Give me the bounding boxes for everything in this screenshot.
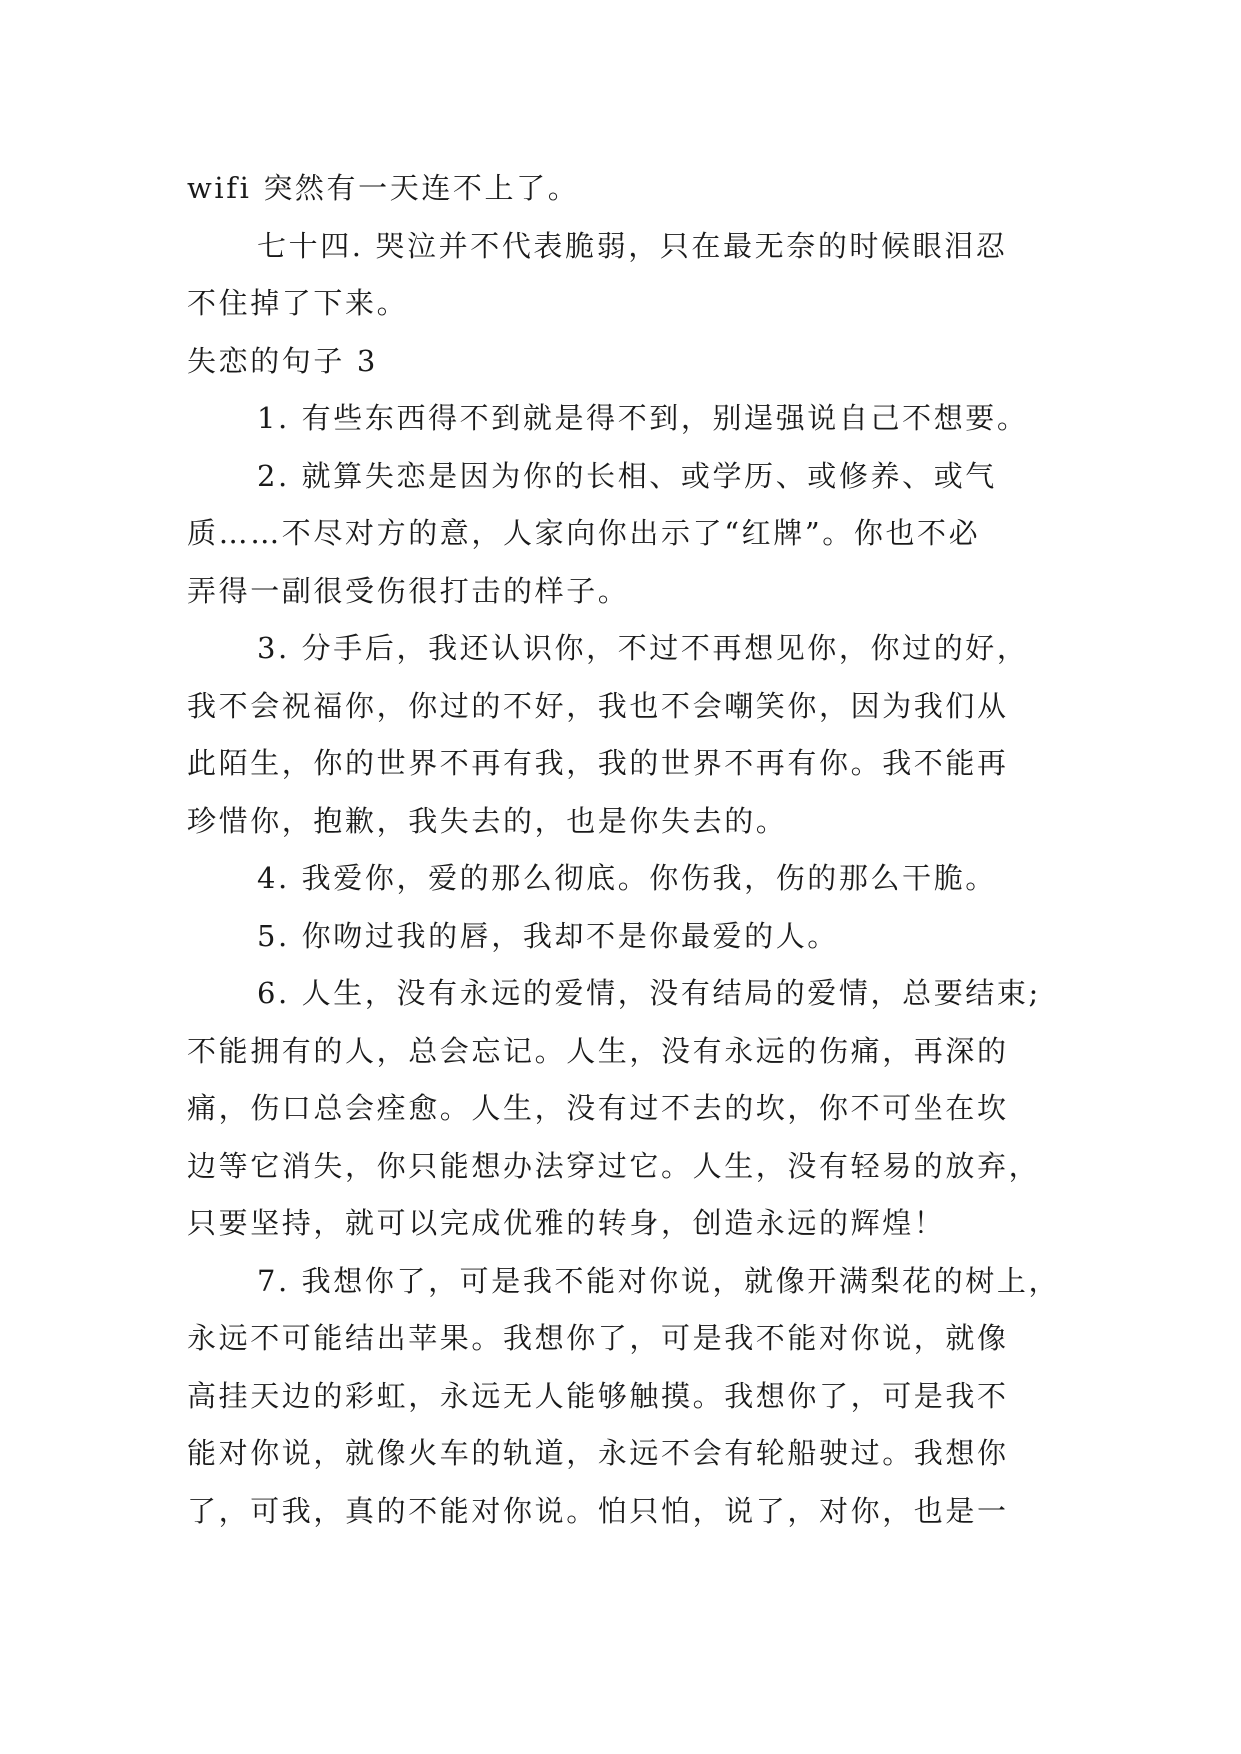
text-line: 4. 我爱你，爱的那么彻底。你伤我，伤的那么干脆。 <box>257 861 997 895</box>
text-line: 不住掉了下来。 <box>187 286 409 320</box>
text-line: 3. 分手后，我还认识你，不过不再想见你，你过的好， <box>257 631 1029 665</box>
text-line: 7. 我想你了，可是我不能对你说，就像开满梨花的树上， <box>257 1263 1061 1298</box>
text-line: 我不会祝福你，你过的不好，我也不会嘲笑你，因为我们从 <box>187 688 1009 723</box>
text-line: 永远不可能结出苹果。我想你了，可是我不能对你说，就像 <box>187 1321 1009 1355</box>
text-line: 2. 就算失恋是因为你的长相、或学历、或修养、或气 <box>257 458 997 493</box>
text-line: 质……不尽对方的意，人家向你出示了“红牌”。你也不必 <box>187 516 981 550</box>
text-line: 珍惜你，抱歉，我失去的，也是你失去的。 <box>187 803 788 838</box>
text-line: 边等它消失，你只能想办法穿过它。人生，没有轻易的放弃， <box>187 1148 1041 1183</box>
text-line: 痛，伤口总会痊愈。人生，没有过不去的坎，你不可坐在坎 <box>187 1091 1009 1125</box>
text-line: 只要坚持，就可以完成优雅的转身，创造永远的辉煌！ <box>187 1206 946 1240</box>
document-page <box>187 160 1061 1540</box>
text-line: 不能拥有的人，总会忘记。人生，没有永远的伤痛，再深的 <box>187 1033 1009 1068</box>
text-line: 七十四. 哭泣并不代表脆弱，只在最无奈的时候眼泪忍 <box>257 228 1008 263</box>
text-line: 此陌生，你的世界不再有我，我的世界不再有你。我不能再 <box>187 746 1009 780</box>
text-line: 5. 你吻过我的唇，我却不是你最爱的人。 <box>257 918 839 953</box>
text-line: 6. 人生，没有永远的爱情，没有结局的爱情，总要结束; <box>257 976 1041 1010</box>
text-line: 1. 有些东西得不到就是得不到，别逞强说自己不想要。 <box>257 401 1029 435</box>
text-line: 弄得一副很受伤很打击的样子。 <box>187 573 630 608</box>
text-line: wifi 突然有一天连不上了。 <box>187 171 580 205</box>
text-line: 高挂天边的彩虹，永远无人能够触摸。我想你了，可是我不 <box>187 1378 1009 1413</box>
text-line: 了，可我，真的不能对你说。怕只怕，说了，对你，也是一 <box>187 1493 1009 1528</box>
section-heading: 失恋的句子 3 <box>187 343 378 378</box>
text-line: 能对你说，就像火车的轨道，永远不会有轮船驶过。我想你 <box>187 1436 1009 1470</box>
